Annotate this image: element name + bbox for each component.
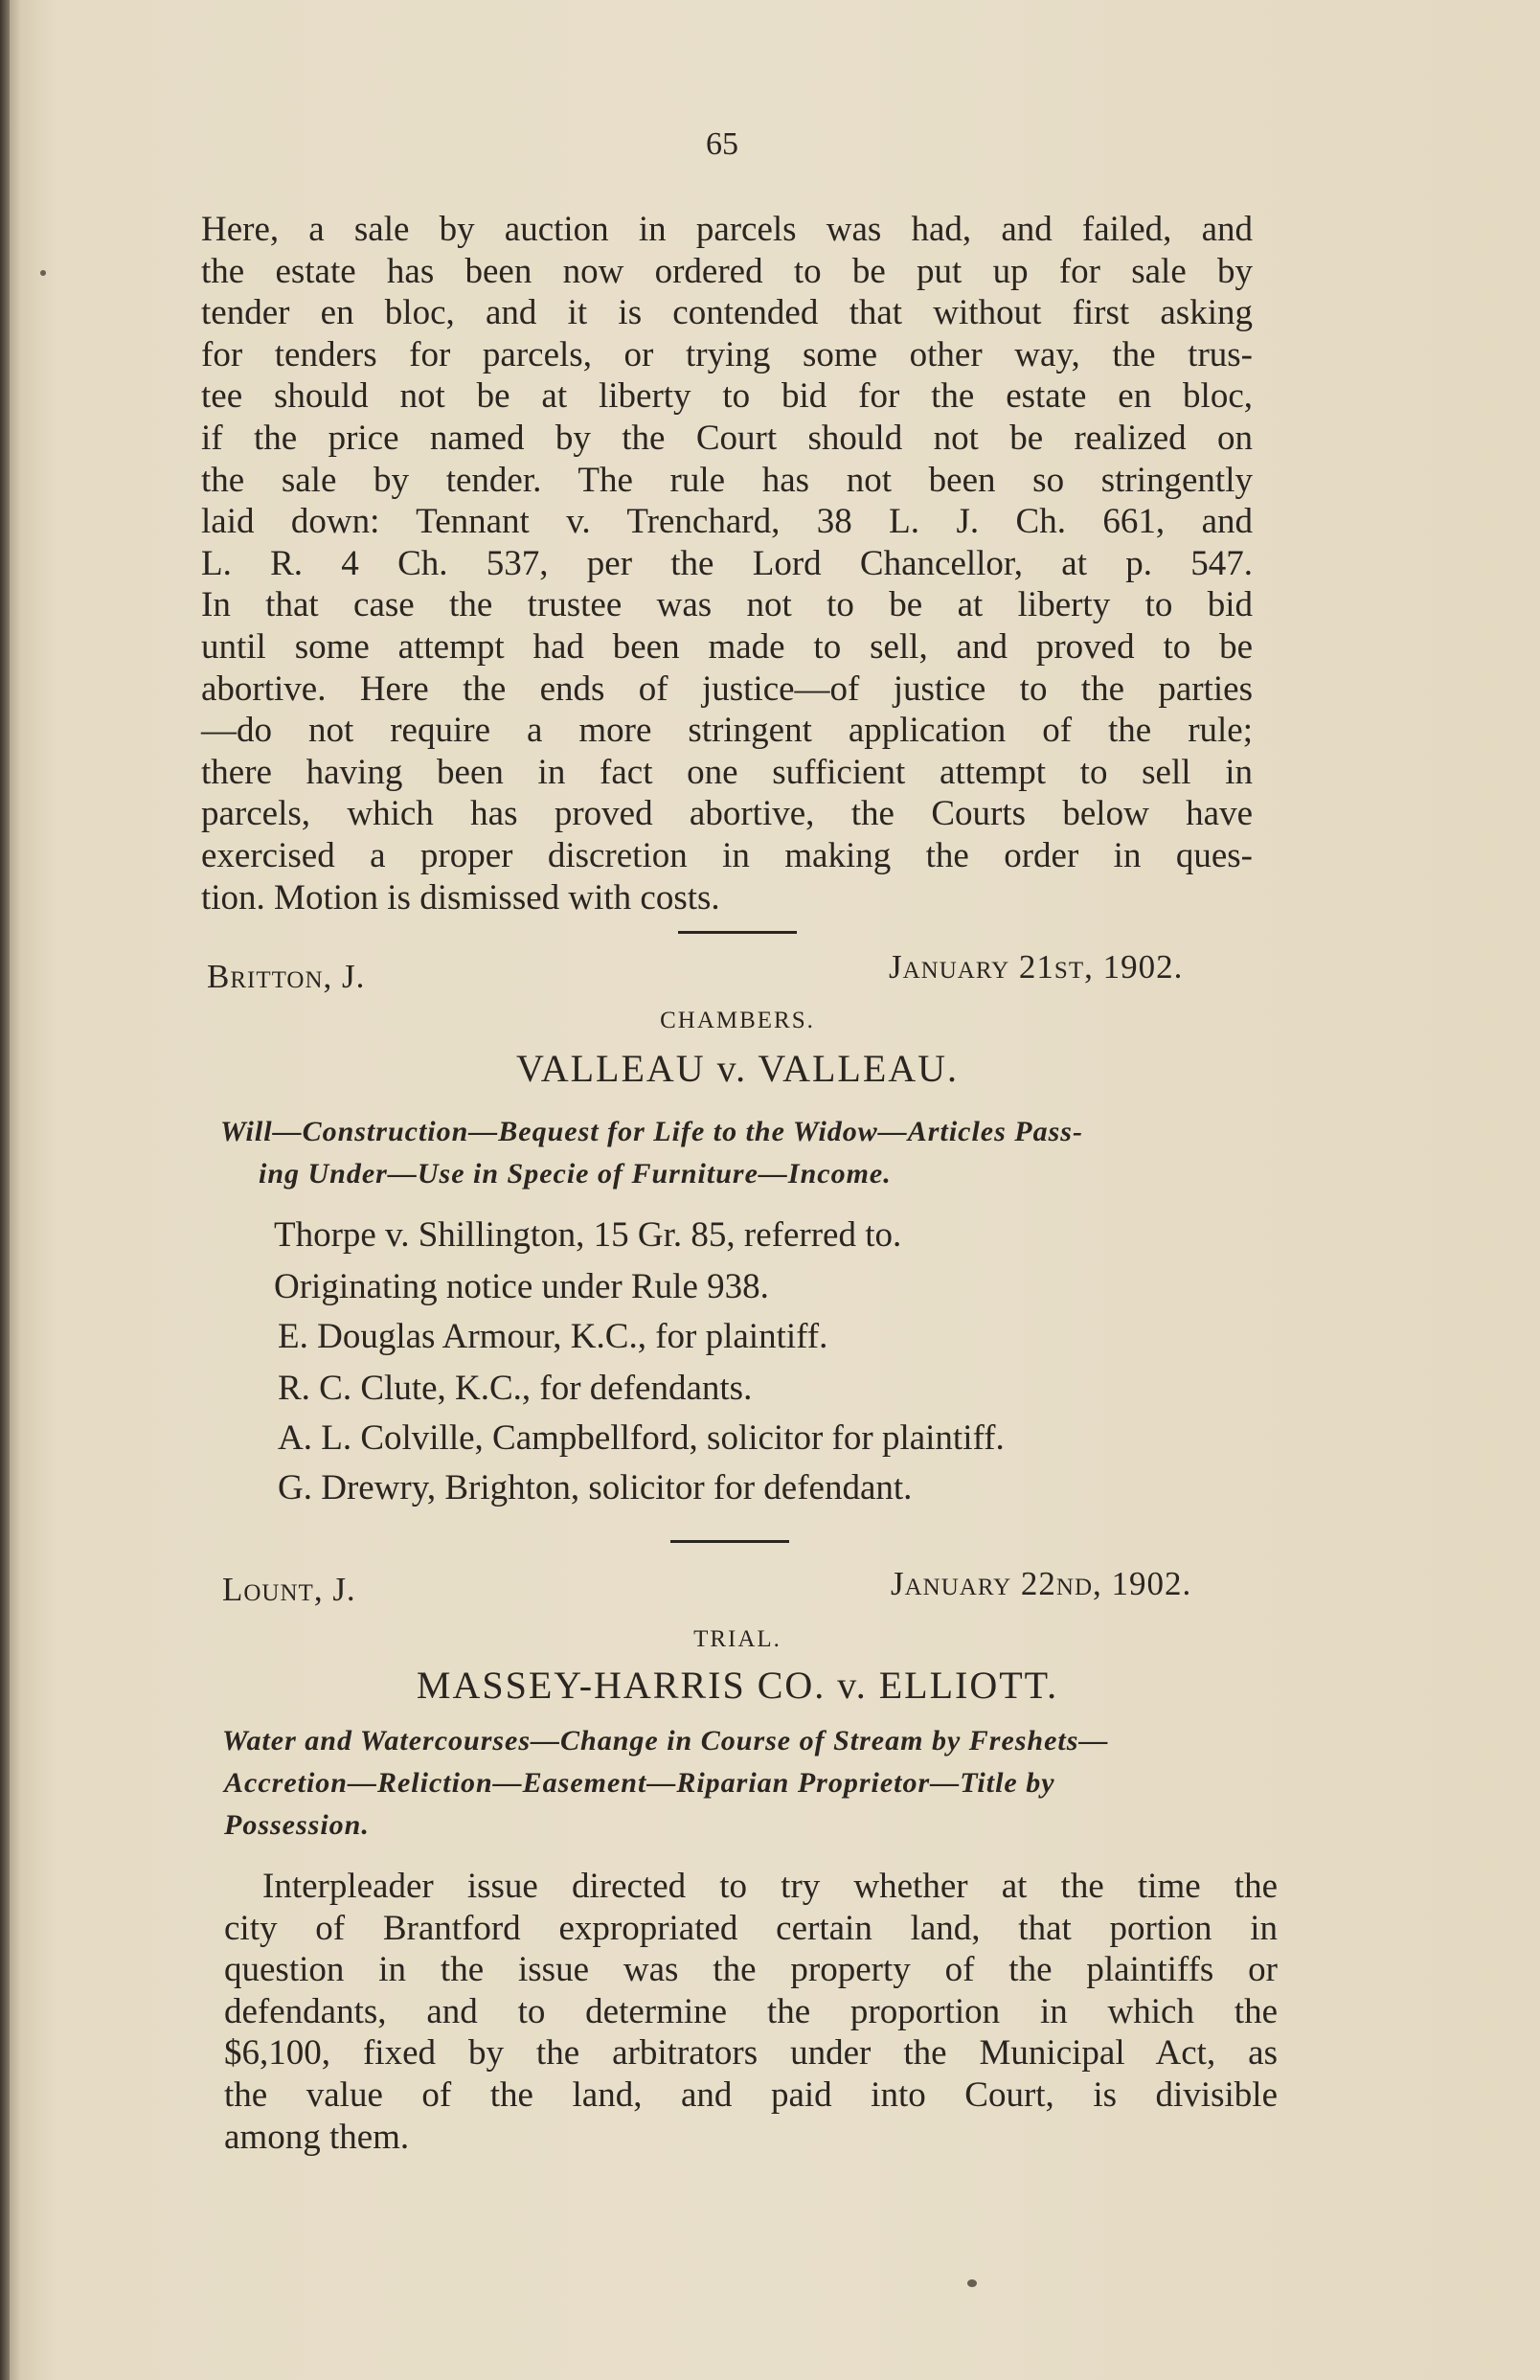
ink-speck: [40, 270, 46, 276]
paragraph-line: defendants, and to determine the proportion in which the: [224, 1991, 1278, 2031]
paragraph-line: abortive. Here the ends of justice—of justice to the parties: [201, 669, 1253, 709]
paragraph-line: the value of the land, and paid into Court, is divisible: [224, 2074, 1278, 2115]
section-divider: [670, 1540, 789, 1543]
paragraph-line: question in the issue was the property of the plaintiffs or: [224, 1950, 1278, 1990]
paragraph-line: laid down: Tennant v. Trenchard, 38 L. J. Ch. 661, and: [201, 502, 1253, 542]
paragraph-line: parcels, which has proved abortive, the Courts below have: [201, 794, 1253, 834]
paragraph-line: the sale by tender. The rule has not been so stringently: [201, 460, 1253, 500]
headnote: [222, 1720, 1108, 1847]
judge-name: Britton, J.: [207, 958, 366, 995]
paragraph-line: Here, a sale by auction in parcels was had, and failed, and: [201, 210, 1253, 249]
book-spine-shadow: [0, 0, 10, 2380]
detail-line: G. Drewry, Brighton, solicitor for defendant.: [278, 1468, 913, 1507]
page-number: 65: [706, 126, 738, 162]
case-title: VALLEAU v. VALLEAU.: [515, 1047, 960, 1090]
case-title: MASSEY-HARRIS CO. v. ELLIOTT.: [416, 1664, 1059, 1707]
judgment-date: January 22nd, 1902.: [891, 1565, 1192, 1602]
headnote-line: ing Under—Use in Specie of Furniture—Income.: [259, 1158, 892, 1190]
headnote-line: Will—Construction—Bequest for Life to the Widow—Articles Pass-: [220, 1116, 1083, 1147]
paragraph-line: city of Brantford expropriated certain land, that portion in: [224, 1908, 1278, 1948]
detail-line: E. Douglas Armour, K.C., for plaintiff.: [278, 1317, 828, 1356]
paragraph-line: the estate has been now ordered to be put up for sale by: [201, 251, 1253, 291]
judgment-date: January 21st, 1902.: [889, 948, 1184, 986]
paragraph-line: among them.: [224, 2117, 410, 2157]
paragraph-line: In that case the trustee was not to be at liberty to bid: [201, 585, 1253, 625]
paragraph-line: until some attempt had been made to sell, and proved to be: [201, 626, 1253, 667]
paragraph-line: —do not require a more stringent application of the rule;: [201, 711, 1253, 751]
paragraph-line: for tenders for parcels, or trying some other way, the trus-: [201, 334, 1253, 374]
paragraph-line: $6,100, fixed by the arbitrators under the Municipal Act, as: [224, 2033, 1278, 2074]
paragraph-line: if the price named by the Court should not be realized on: [201, 418, 1253, 458]
headnote-line: Possession.: [224, 1809, 370, 1841]
headnote: [220, 1111, 1083, 1195]
paragraph-line: there having been in fact one sufficient attempt to sell in: [201, 752, 1253, 792]
paragraph-line: Interpleader issue directed to try whether at the time the: [262, 1867, 1278, 1906]
paragraph-line: tender en bloc, and it is contended that without first asking: [201, 293, 1253, 333]
case-paragraph: [224, 1866, 1278, 2158]
paragraph-line: tion. Motion is dismissed with costs.: [201, 877, 720, 918]
section-divider: [678, 931, 797, 934]
detail-line: R. C. Clute, K.C., for defendants.: [278, 1369, 753, 1408]
detail-line: Thorpe v. Shillington, 15 Gr. 85, referred to.: [274, 1215, 902, 1255]
detail-line: Originating notice under Rule 938.: [274, 1267, 769, 1306]
court-label: TRIAL.: [693, 1626, 781, 1652]
paragraph-line: exercised a proper discretion in making the order in ques-: [201, 835, 1253, 875]
ink-speck: [967, 2279, 977, 2287]
headnote-line: Water and Watercourses—Change in Course of Stream by Freshets—: [222, 1725, 1109, 1757]
paragraph-line: tee should not be at liberty to bid for the estate en bloc,: [201, 376, 1253, 417]
court-label: CHAMBERS.: [660, 1008, 815, 1033]
detail-line: A. L. Colville, Campbellford, solicitor for plaintiff.: [278, 1418, 1005, 1458]
headnote-line: Accretion—Reliction—Easement—Riparian Proprietor—Title by: [224, 1767, 1055, 1799]
judge-name: Lount, J.: [222, 1571, 356, 1608]
opening-paragraph: [201, 209, 1253, 918]
paragraph-line: L. R. 4 Ch. 537, per the Lord Chancellor, at p. 547.: [201, 543, 1253, 583]
